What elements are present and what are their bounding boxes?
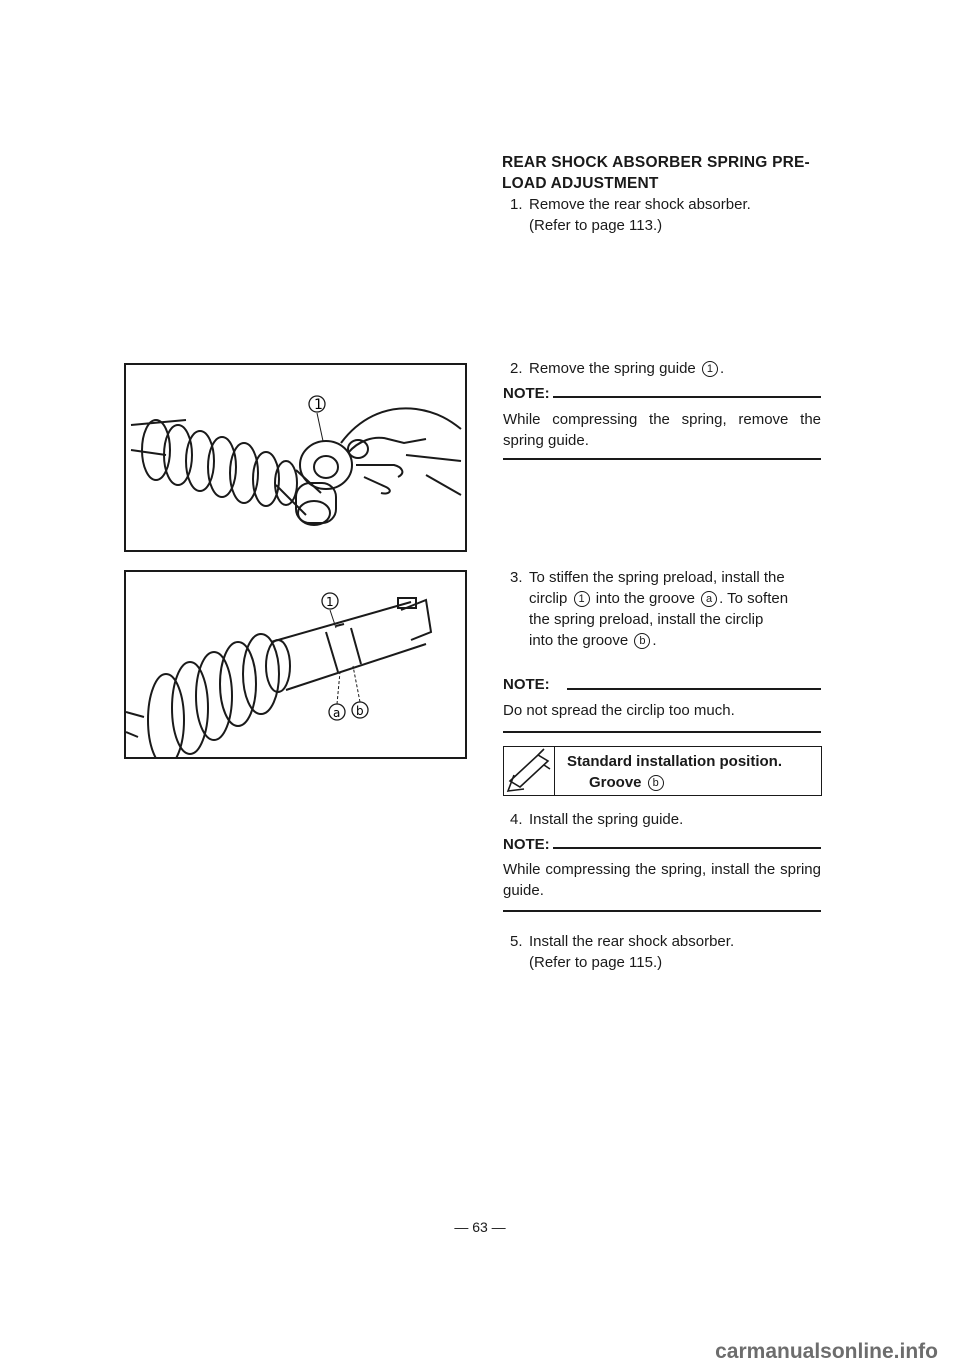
text-fragment: . xyxy=(652,632,657,649)
step-3-line-4 xyxy=(529,630,821,651)
heading-line-2: LOAD ADJUSTMENT xyxy=(502,175,659,192)
page-number: — 63 — xyxy=(454,1219,506,1235)
note-rule xyxy=(567,688,821,690)
step-5-reference: (Refer to page 115.) xyxy=(529,954,663,971)
step-1-reference: (Refer to page 113.) xyxy=(529,217,663,234)
step-3 xyxy=(510,567,821,651)
note-label: NOTE: xyxy=(503,385,550,402)
step-4-text: Install the spring guide. xyxy=(529,811,684,828)
shock-absorber-body-illustration xyxy=(126,572,465,757)
figure-spring-guide-removal xyxy=(124,363,467,552)
step-5 xyxy=(510,931,734,973)
note-end-rule xyxy=(503,731,821,733)
callout-marker: a xyxy=(701,591,717,607)
text-fragment: into the groove xyxy=(529,632,629,649)
callout-1: 1 xyxy=(326,595,334,609)
note-2-text: Do not spread the circlip too much. xyxy=(503,702,735,719)
watermark: carmanualsonline.info xyxy=(715,1340,938,1363)
callout-marker: 1 xyxy=(702,361,718,377)
step-1 xyxy=(510,194,751,236)
step-5-text: Install the rear shock absorber. xyxy=(529,933,735,950)
step-4 xyxy=(510,809,683,830)
text-fragment: circlip xyxy=(529,590,568,607)
spec-title: Standard installation position. xyxy=(567,753,783,770)
spec-text xyxy=(567,751,782,793)
note-rule xyxy=(553,847,821,849)
step-number: 4. xyxy=(510,811,523,828)
step-3-line-2 xyxy=(529,588,821,609)
note-label: NOTE: xyxy=(503,836,550,853)
figure-circlip-groove xyxy=(124,570,467,759)
step-2 xyxy=(510,358,724,379)
step-number: 1. xyxy=(510,196,523,213)
text-fragment: into the groove xyxy=(595,590,695,607)
step-number: 3. xyxy=(510,569,523,586)
section-heading xyxy=(502,152,832,194)
step-2-text: Remove the spring guide xyxy=(529,360,696,377)
step-1-text: Remove the rear shock absorber. xyxy=(529,196,751,213)
callout-marker: 1 xyxy=(574,591,590,607)
punctuation: . xyxy=(719,360,725,377)
note-1-text: While compressing the spring, remove the spring guide. xyxy=(503,411,821,449)
step-3-line-3: the spring preload, install the circlip xyxy=(529,611,764,628)
spec-value: Groove xyxy=(589,774,642,791)
heading-line-1: REAR SHOCK ABSORBER SPRING PRE- xyxy=(502,154,810,171)
shock-absorber-illustration xyxy=(126,365,465,550)
spec-value-line xyxy=(589,772,782,793)
note-rule xyxy=(553,396,821,398)
caliper-icon xyxy=(504,747,555,795)
callout-a: a xyxy=(333,706,341,720)
step-number: 5. xyxy=(510,933,523,950)
text-fragment: . To soften xyxy=(719,590,789,607)
callout-marker: b xyxy=(648,775,664,791)
note-3-text: While compressing the spring, install the spring guide. xyxy=(503,861,821,899)
step-number: 2. xyxy=(510,360,523,377)
note-end-rule xyxy=(503,458,821,460)
spec-box xyxy=(503,746,822,796)
note-label: NOTE: xyxy=(503,676,550,693)
callout-b: b xyxy=(356,704,364,718)
callout-marker: b xyxy=(634,633,650,649)
step-3-line-1: To stiffen the spring preload, install the xyxy=(529,569,785,586)
note-end-rule xyxy=(503,910,821,912)
callout-1: 1 xyxy=(314,397,323,413)
